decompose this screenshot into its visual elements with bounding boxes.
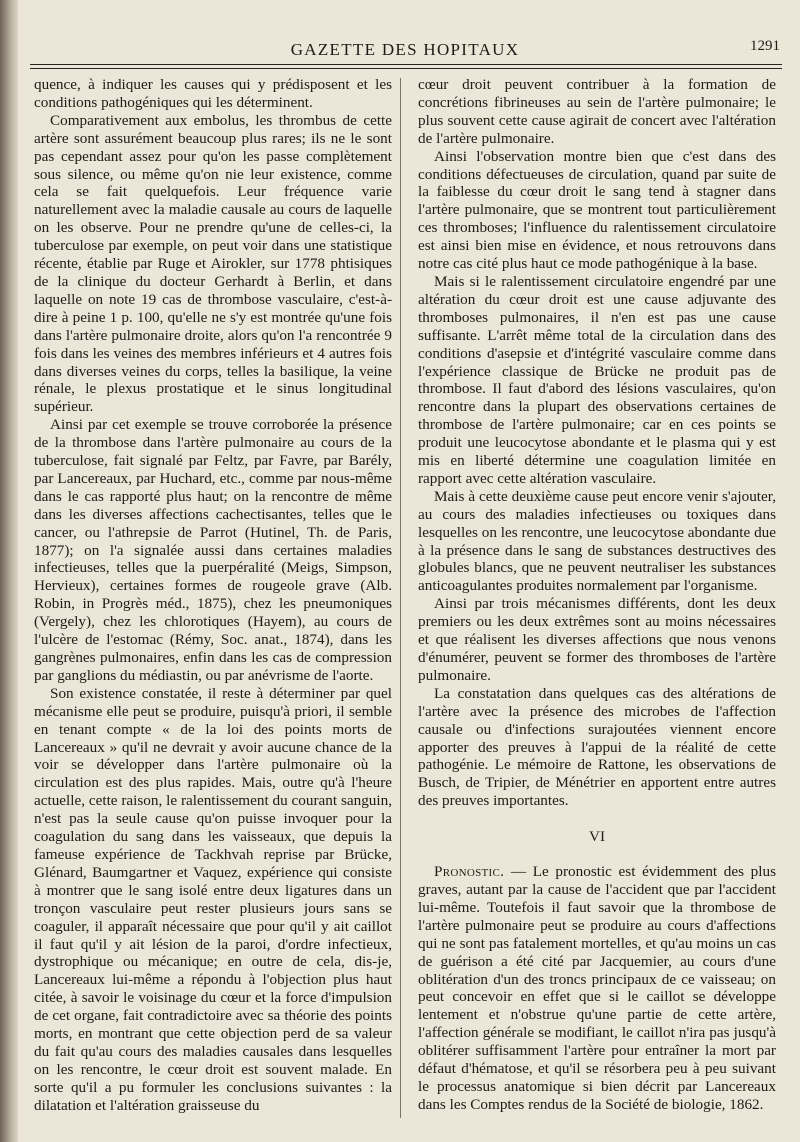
header-rule-thick: [30, 64, 782, 65]
left-column: [34, 76, 392, 1115]
paragraph: quence, à indiquer les causes qui y prédisposent et les conditions pathogéniques qui les déterminent.: [34, 76, 392, 111]
page-number: 1291: [750, 38, 780, 54]
paragraph: Comparativement aux embolus, les thrombus de cette artère sont assurément beaucoup plus rares; ils ne le sont pas cependant assez pour qu'on les passe complètement sous silence, ou même qu'on nie leur existence, comme cela se fait quelquefois. Leur fréquence varie naturellement avec la maladie causale au cours de laquelle on les observe. Pour ne prendre qu'une de celles-ci, la tuberculose par exemple, on peut voir dans une statistique récente, établie par Ruge et Airokler, sur 1778 phtisiques de la clinique du docteur Gerhardt à Berlin, et dans laquelle on note 19 cas de thrombose vasculaire, c'est-à-dire à peine 1 p. 100, qu'elle ne s'y est montrée qu'une fois dans l'artère pulmonaire droite, alors qu'on l'a rencontrée 9 fois dans les veines des membres inférieurs et 4 autres fois dans diverses veines du corps, telles la basilique, la veine rénale, le plexus prostatique et le sinus longitudinal supérieur.: [34, 111, 392, 416]
paragraph: Mais à cette deuxième cause peut encore venir s'ajouter, au cours des maladies infectieuses ou toxiques dans lesquelles on les rencontre, une leucocytose abondante due à la présence dans le sang de substances destructives des globules blancs, que ne peuvent neutraliser les substances anticoagulantes produites normalement par l'organisme.: [418, 487, 776, 595]
running-header: [30, 36, 780, 66]
section-text: — Le pronostic est évidemment des plus graves, autant par la cause de l'accident que par l'accident lui-même. Toutefois il faut savoir que la thrombose de l'artère pulmonaire peut se produire au cours d'affections qui ne sont pas fatalement mortelles, et qu'au moins un cas de guérison a été cité par Jacquemier, au cours d'une oblitération d'un des troncs principaux de ce vaisseau; on peut concevoir en effet que si le caillot se développe lentement et n'obstrue qu'une partie de cette artère, l'affection générale se modifiant, le caillot n'ira pas jusqu'à oblitérer suffisamment l'artère pour entraîner la mort par défaut d'hématose, et qu'il se résorbera peu à peu suivant le processus anatomique si bien décrit par Lancereaux dans les Comptes rendus de la Société de biologie, 1862.: [418, 863, 776, 1113]
paragraph: Ainsi l'observation montre bien que c'est dans des conditions défectueuses de circulation, quand par suite de la faiblesse du cœur droit le sang tend à stagner dans l'artère pulmonaire, que se montrent tout particulièrement ces thromboses; l'influence du ralentissement circulatoire est ainsi bien mise en évidence, et nous retrouvons dans notre cas cité plus haut ce mode pathogénique à la base.: [418, 147, 776, 273]
section-number: VI: [588, 828, 606, 846]
paragraph: Ainsi par trois mécanismes différents, dont les deux premiers ou les deux extrêmes sont au moins nécessaires et que réalisent les diverses affections que nous venons d'énumérer, peuvent se former des thromboses de l'artère pulmonaire.: [418, 595, 776, 684]
paragraph: La constatation dans quelques cas des altérations de l'artère avec la présence des microbes de l'affection causale ou d'infections surajoutées viennent encore apporter des preuves à l'appui de la réalité de cette pathogénie. Le mémoire de Rattone, les observations de Busch, de Tripier, de Ménétrier en apportent entre autres des preuves importantes.: [418, 684, 776, 810]
section-heading: Pronostic.: [434, 863, 505, 881]
paragraph: Mais si le ralentissement circulatoire engendré par une altération du cœur droit est une cause adjuvante des thromboses pulmonaires, il n'en est pas une cause suffisante. L'arrêt même total de la circulation dans des conditions d'asepsie et d'intégrité vasculaire comme dans l'expérience classique de Brücke ne produit pas de thrombose. Il faut d'abord des lésions vasculaires, qu'on rencontre dans la plupart des observations certaines de thrombose de l'artère pulmonaire; car en ces points se produit une leucocytose abondante et le plasma qui y est mis en liberté détermine une coagulation limitée en rapport avec cette altération vasculaire.: [418, 272, 776, 487]
column-divider: [400, 78, 401, 1118]
section-paragraph: [418, 863, 776, 1114]
page-binding-edge: [0, 0, 18, 1142]
right-column: [418, 76, 776, 1114]
journal-title: GAZETTE DES HOPITAUX: [290, 40, 520, 59]
header-rule-thin: [30, 68, 782, 69]
paragraph: Ainsi par cet exemple se trouve corroborée la présence de la thrombose dans l'artère pulmonaire au cours de la tuberculose, fait signalé par Feltz, par Favre, par Barély, par Lancereaux, par Huchard, etc., comme par nous-même dans le cas rapporté plus haut; on la rencontre de même dans les diverses affections cachectisantes, telles que le cancer, ou l'athrepsie de Parrot (Hutinel, Th. de Paris, 1877); on l'a signalée aussi dans certaines maladies infectieuses, telles que la puerpéralité (Meigs, Simpson, Hervieux), certaines formes de rougeole grave (Alb. Robin, in Progrès méd., 1875), chez les pneumoniques (Vergely), chez les chlorotiques (Hayem), au cours de l'ulcère de l'estomac (Rémy, Soc. anat., 1874), dans les gangrènes pulmonaires, enfin dans les cas de compression par ganglions du médiastin, ou par anévrisme de l'aorte.: [34, 416, 392, 684]
paragraph: Son existence constatée, il reste à déterminer par quel mécanisme elle peut se produire, puisqu'à priori, il semble en tenant compte « de la loi des points morts de Lancereaux » qu'il ne devrait y avoir aucune chance de la voir se développer dans l'artère pulmonaire où la circulation est des plus rapides. Mais, outre qu'à l'heure actuelle, cette raison, le ralentissement du courant sanguin, n'est pas la seule cause qu'on puisse invoquer pour la coagulation du sang dans les vaisseaux, que depuis la fameuse expérience de Tackhvah reprise par Brücke, Glénard, Baumgartner et Vaquez, expérience qui consiste à montrer que le sang isolé entre deux ligatures dans un tronçon vasculaire peut rester plusieurs jours sans se coaguler, il apparaît nécessaire que pour qu'il y ait caillot il faut qu'il y ait lésion de la paroi, d'ordre infectieux, dystrophique ou mécanique; en outre de cela, dis-je, Lancereaux lui-même a répondu à l'objection plus haut citée, à savoir le voisinage du cœur et la force d'impulsion de cet organe, fait contradictoire avec sa théorie des points morts, en montrant que cette objection perd de sa valeur du fait qu'au cours des maladies causales dans lesquelles on les rencontre, le cœur droit est souvent malade. En sorte qu'il a pu formuler les conclusions suivantes : la dilatation et l'altération graisseuse du: [34, 684, 392, 1114]
paragraph: cœur droit peuvent contribuer à la formation de concrétions fibrineuses au sein de l'artère pulmonaire; le plus souvent cette cause agirait de concert avec l'altération de l'artère pulmonaire.: [418, 76, 776, 147]
